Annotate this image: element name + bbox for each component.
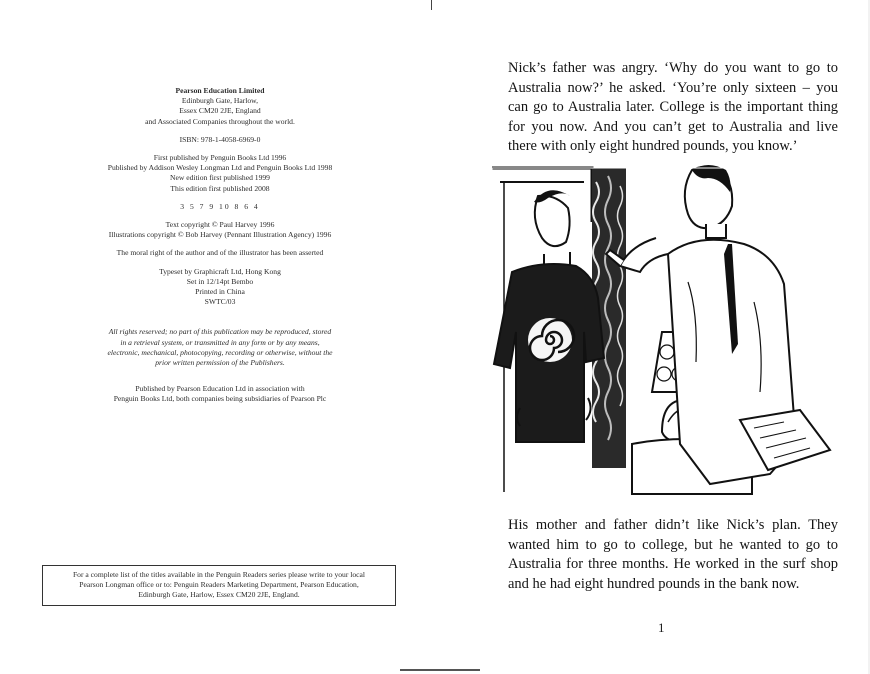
address-line: Essex CM20 2JE, England [179,106,261,116]
rights-line: prior written permission of the Publishers. [155,358,285,368]
page-number: 1 [658,620,665,635]
isbn: ISBN: 978-1-4058-6969-0 [179,134,261,144]
copyright-page [0,0,430,674]
imprint-block [40,86,400,405]
titles-list-box [42,565,396,606]
printing-numbers: 3 5 7 9 10 8 6 4 [180,201,260,211]
publisher-name: Pearson Education Limited [175,86,265,95]
copyright-line: Text copyright © Paul Harvey 1996 [165,220,275,230]
production-line: Printed in China [195,287,245,297]
list-box-line: Edinburgh Gate, Harlow, Essex CM20 2JE, England. [138,590,300,600]
rights-line: in a retrieval system, or transmitted in any form or by any means, [120,337,320,347]
list-box-line: For a complete list of the titles available in the Penguin Readers series please write to your local [72,570,366,579]
production-line: SWTC/03 [204,297,236,307]
gutter-top-mark [431,0,440,10]
rights-line: All rights reserved; no part of this publication may be reproduced, stored [108,327,332,337]
production-line: Typeset by Graphicraft Ltd, Hong Kong [159,266,281,276]
copyright-line: Illustrations copyright © Bob Harvey (Pennant Illustration Agency) 1996 [108,230,332,240]
production-line: Set in 12/14pt Bembo [186,276,254,286]
history-line: This edition first published 2008 [170,183,270,193]
moral-right: The moral right of the author and of the illustrator has been asserted [116,248,324,258]
association-line: Published by Pearson Education Ltd in association with [135,384,305,394]
story-page [440,0,870,674]
address-line: and Associated Companies throughout the world. [145,116,295,126]
address-line: Edinburgh Gate, Harlow, [181,96,259,106]
association-line: Penguin Books Ltd, both companies being subsidiaries of Pearson Plc [113,394,327,404]
rights-line: electronic, mechanical, photocopying, recording or otherwise, without the [107,347,333,357]
history-line: Published by Addison Wesley Longman Ltd and Penguin Books Ltd 1998 [107,163,333,173]
illustration [492,162,832,502]
history-line: First published by Penguin Books Ltd 1996 [153,153,287,163]
paragraph-bottom: His mother and father didn’t like Nick’s plan. They wanted him to go to college, but he wanted to go to Australia for three months. He worked in the surf shop and he had eight hundred pounds in the bank now. [508,517,838,592]
paragraph-top: Nick’s father was angry. ‘Why do you want to go to Australia now?’ he asked. ‘You’re only sixteen – you can go to Australia later. College is the important thing for you now. And you can’t get to Australia and live there with only eight hundred pounds, you know.’ [508,60,838,155]
list-box-line: Pearson Longman office or to: Penguin Readers Marketing Department, Pearson Education, [79,580,359,590]
history-line: New edition first published 1999 [170,173,270,183]
